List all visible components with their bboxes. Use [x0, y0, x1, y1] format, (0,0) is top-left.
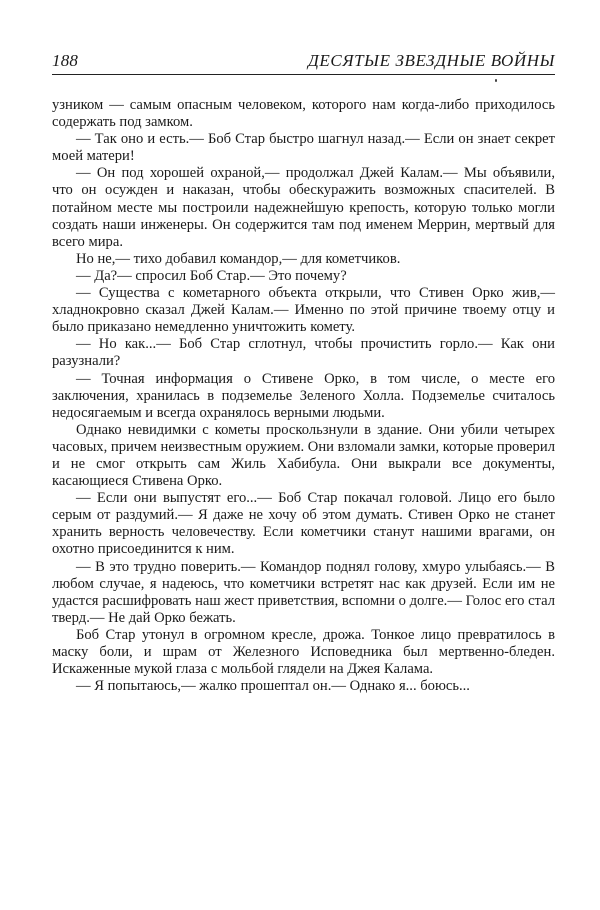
scan-speck — [495, 79, 497, 82]
running-header — [52, 48, 555, 75]
paragraph: — Да?— спросил Боб Стар.— Это почему? — [76, 267, 347, 284]
page-number: 188 — [52, 51, 79, 70]
book-title: ДЕСЯТЫЕ ЗВЕЗДНЫЕ ВОЙНЫ — [308, 51, 555, 70]
paragraph: — Я попытаюсь,— жалко прошептал он.— Однако я... боюсь... — [76, 678, 470, 695]
body-text — [52, 97, 555, 695]
paragraph: — В это трудно поверить.— Командор поднял голову, хмуро улыбаясь.— В любом случае, я надеюсь, что кометчики встретят нас как друзей. Если им не удастся расшифровать наш жест приветствия, вспомни о долге.— Голос его стал тверд.— Не дай Орко бежать. — [52, 558, 555, 626]
book-page — [52, 48, 555, 695]
paragraph: Однако невидимки с кометы проскользнули в здание. Они убили четырех часовых, причем неизвестным оружием. Они взломали замки, которые проверил и не смог открыть сам Жиль Хабибула. Они выкрали все документы, касающиеся Стивена Орко. — [52, 421, 555, 490]
paragraph: — Но как...— Боб Стар сглотнул, чтобы прочистить горло.— Как они разузнали? — [52, 336, 555, 370]
paragraph: — Точная информация о Стивене Орко, в том числе, о месте его заключения, хранилась в подземелье Зеленого Холла. Подземелье считалось недосягаемым и всегда охранялось верными людьми. — [52, 370, 555, 421]
paragraph: — Он под хорошей охраной,— продолжал Джей Калам.— Мы объявили, что он осужден и наказан, чтобы обескуражить возможных спасителей. В потайном месте мы построили надежнейшую крепость, которую только могли создать наши инженеры. Он содержится там под именем Меррин, мертвый для всего мира. — [52, 165, 555, 250]
paragraph: Но не,— тихо добавил командор,— для кометчиков. — [76, 250, 401, 267]
paragraph: узником — самым опасным человеком, которого нам когда-либо приходилось содержать под замком. — [52, 97, 555, 131]
paragraph: Боб Стар утонул в огромном кресле, дрожа. Тонкое лицо превратилось в маску боли, и шрам от Железного Исповедника был мертвенно-бледен. Искаженные мукой глаза с мольбой глядели на Джея Калама. — [52, 626, 555, 678]
paragraph: — Существа с кометарного объекта открыли, что Стивен Орко жив,— хладнокровно сказал Джей Калам.— Именно по этой причине твоему отцу и было приказано немедленно уничтожить комету. — [52, 285, 555, 336]
paragraph: — Так оно и есть.— Боб Стар быстро шагнул назад.— Если он знает секрет моей матери! — [52, 131, 555, 165]
paragraph: — Если они выпустят его...— Боб Стар покачал головой. Лицо его было серым от раздумий.— Я даже не хочу об этом думать. Стивен Орко не станет хранить верность человечеству. Если кометчики станут нашими врагами, он охотно присоединится к ним. — [52, 490, 555, 558]
